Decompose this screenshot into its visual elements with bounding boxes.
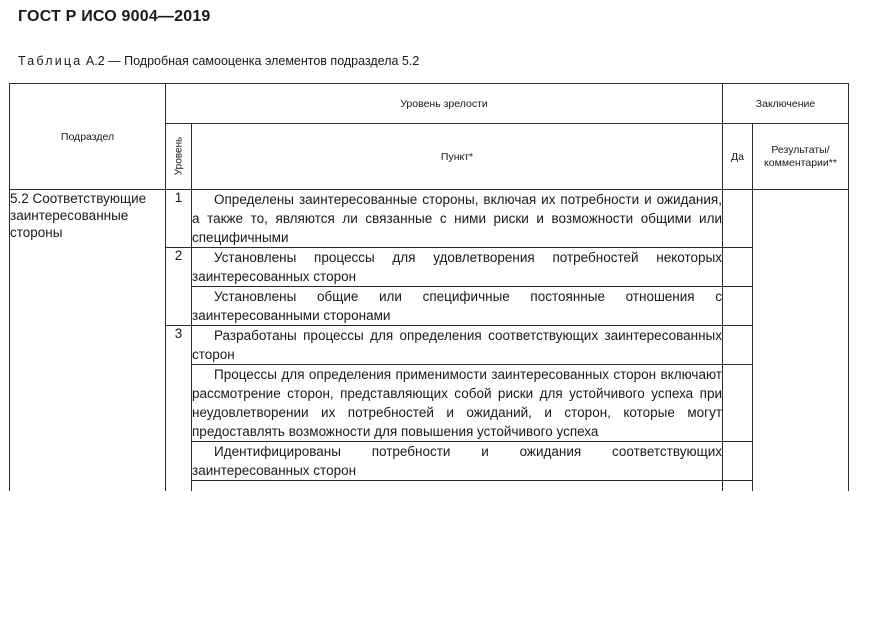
table-caption-text: A.2 — Подробная самооценка элементов подраздела 5.2	[85, 54, 420, 68]
yes-continuation	[723, 481, 753, 491]
assessment-item-text: Определены заинтересованные стороны, включая их потребности и ожидания, а также то, являются ли связанные с ними риски и возможности общими или специфичными	[192, 192, 722, 245]
level-1: 1	[166, 190, 192, 248]
level-continuation	[166, 481, 192, 491]
table-caption	[18, 54, 419, 68]
level-2: 2	[166, 248, 192, 326]
header-results-comments: Результаты/ комментарии**	[753, 124, 849, 190]
header-item: Пункт*	[192, 124, 723, 190]
assessment-item	[192, 287, 723, 326]
assessment-item	[192, 365, 723, 442]
assessment-item-text: Идентифицированы потребности и ожидания соответствующих заинтересованных сторон	[192, 444, 722, 478]
self-assessment-table	[9, 83, 849, 491]
document-header: ГОСТ Р ИСО 9004—2019	[18, 8, 211, 25]
table-caption-label: Таблица	[18, 54, 83, 68]
assessment-item	[192, 248, 723, 287]
assessment-item	[192, 326, 723, 365]
header-level-label: Уровень	[173, 136, 184, 176]
yes-cell	[723, 287, 753, 326]
assessment-item-text: Разработаны процессы для определения соответствующих заинтересованных сторон	[192, 328, 722, 362]
header-yes: Да	[723, 124, 753, 190]
results-cell	[753, 190, 849, 481]
item-continuation	[192, 481, 723, 491]
subsection-cell: 5.2 Соответствующие заинтересованные стороны	[10, 190, 166, 481]
yes-cell	[723, 365, 753, 442]
level-3: 3	[166, 326, 192, 481]
yes-cell	[723, 248, 753, 287]
assessment-item	[192, 190, 723, 248]
assessment-item-text: Установлены процессы для удовлетворения потребностей некоторых заинтересованных сторон	[192, 250, 722, 284]
assessment-item-text: Установлены общие или специфичные постоянные отношения с заинтересованными сторонами	[192, 289, 722, 323]
yes-cell	[723, 442, 753, 481]
yes-cell	[723, 326, 753, 365]
header-conclusion: Заключение	[723, 84, 849, 124]
yes-cell	[723, 190, 753, 248]
assessment-item-text: Процессы для определения применимости заинтересованных сторон включают рассмотрение сторон, представляющих собой риски для устойчивого успеха при неудовлетворении их потребностей и ожиданий, и сторон, которые могут предоставлять возможности для повышения устойчивого успеха	[192, 367, 722, 439]
results-continuation	[753, 481, 849, 491]
header-level	[166, 124, 192, 190]
subsection-continuation	[10, 481, 166, 491]
header-subsection: Подраздел	[10, 84, 166, 190]
assessment-item	[192, 442, 723, 481]
header-maturity-level: Уровень зрелости	[166, 84, 723, 124]
